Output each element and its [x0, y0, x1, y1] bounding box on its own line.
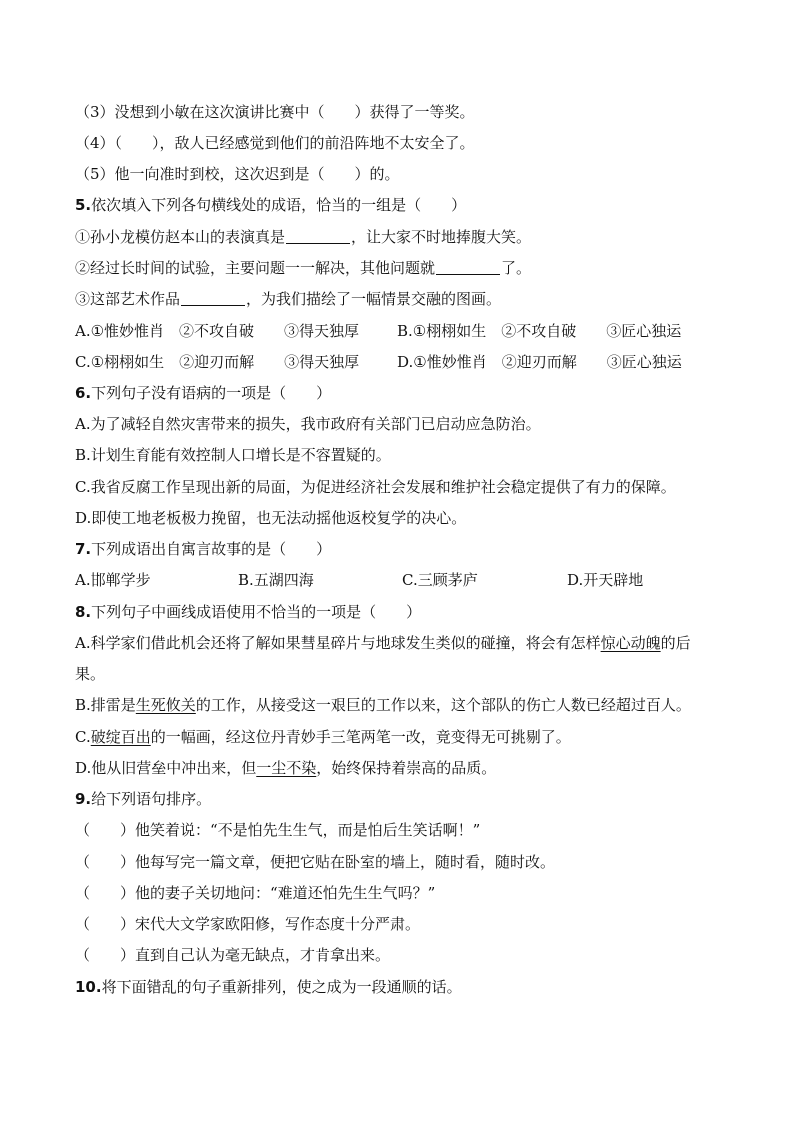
q6-option-b[interactable]: B.计划生育能有效控制人口增长是不容置疑的。 — [75, 446, 391, 464]
q9-stem: 给下列语句排序。 — [91, 790, 212, 808]
q10-stem: 将下面错乱的句子重新排列，使之成为一段通顺的话。 — [101, 978, 462, 996]
q5-s1-blank[interactable] — [286, 228, 350, 244]
q9-item[interactable]: （ ）他每写完一篇文章，便把它贴在卧室的墙上，随时看，随时改。 — [75, 853, 556, 871]
q4-item-3: （3）没想到小敏在这次演讲比赛中（ ）获得了一等奖。 — [75, 103, 475, 121]
q8-option-a-continued: 果。 — [75, 665, 106, 683]
q7-options — [75, 569, 722, 591]
q5-sentence-2 — [75, 257, 722, 279]
q8-d-underlined-idiom: 一尘不染 — [256, 759, 317, 777]
q5-s3-blank[interactable] — [181, 290, 245, 306]
q10-stem-line — [75, 976, 722, 998]
q6-stem: 下列句子没有语病的一项是（ ） — [91, 384, 332, 402]
q8-stem-line — [75, 601, 722, 623]
q7-stem-line — [75, 538, 722, 560]
q5-s2-text-end: 了。 — [501, 259, 532, 277]
q5-number: 5. — [75, 196, 92, 214]
q8-c-text-end: 的一幅画，经这位丹青妙手三笔两笔一改，竟变得无可挑剔了。 — [150, 728, 571, 746]
q8-option-d[interactable] — [75, 757, 722, 779]
q5-options-ab — [75, 320, 722, 342]
q10-number: 10. — [75, 978, 102, 996]
q6-option-a[interactable]: A.为了减轻自然灾害带来的损失，我市政府有关部门已启动应急防治。 — [75, 415, 541, 433]
q8-d-text-end: ，始终保持着崇高的品质。 — [316, 759, 497, 777]
q8-option-b[interactable] — [75, 694, 722, 716]
q7-option-a[interactable]: A.邯郸学步 — [75, 571, 151, 589]
q5-s2-blank[interactable] — [436, 259, 500, 275]
q9-item[interactable]: （ ）宋代大文学家欧阳修，写作态度十分严肃。 — [75, 915, 421, 933]
q5-s1-text-end: ，让大家不时地捧腹大笑。 — [351, 228, 532, 246]
q4-item-4: （4）（ ），敌人已经感觉到他们的前沿阵地不太安全了。 — [75, 134, 475, 152]
q5-sentence-1 — [75, 226, 722, 248]
q8-b-text-end: 的工作，从接受这一艰巨的工作以来，这个部队的伤亡人数已经超过百人。 — [195, 696, 691, 714]
q9-item[interactable]: （ ）他笑着说：“不是怕先生生气，而是怕后生笑话啊！” — [75, 821, 481, 839]
q8-c-underlined-idiom: 破绽百出 — [90, 728, 151, 746]
q5-option-c[interactable]: C.①栩栩如生 ②迎刃而解 ③得天独厚 — [75, 353, 360, 371]
q8-b-text: B.排雷是 — [75, 696, 136, 714]
q9-item[interactable]: （ ）直到自己认为毫无缺点，才肯拿出来。 — [75, 946, 391, 964]
q8-option-c[interactable] — [75, 726, 722, 748]
q5-sentence-3 — [75, 288, 722, 310]
q5-stem-line — [75, 194, 722, 216]
q9-item[interactable]: （ ）他的妻子关切地问：“难道还怕先生生气吗？” — [75, 884, 436, 902]
q6-number: 6. — [75, 384, 92, 402]
q9-number: 9. — [75, 790, 92, 808]
q5-option-b[interactable]: B.①栩栩如生 ②不攻自破 ③匠心独运 — [397, 322, 682, 340]
q8-option-a[interactable] — [75, 632, 722, 654]
q5-option-a[interactable]: A.①惟妙惟肖 ②不攻自破 ③得天独厚 — [75, 322, 360, 340]
q8-a-text: A.科学家们借此机会还将了解如果彗星碎片与地球发生类似的碰撞，将会有怎样 — [75, 634, 601, 652]
q8-a-underlined-idiom: 惊心动魄 — [600, 634, 661, 652]
q8-a-text-end: 的后 — [660, 634, 691, 652]
q7-option-c[interactable]: C.三顾茅庐 — [402, 571, 478, 589]
q7-option-b[interactable]: B.五湖四海 — [238, 571, 314, 589]
q9-stem-line — [75, 788, 722, 810]
q4-item-5: （5）他一向准时到校，这次迟到是（ ）的。 — [75, 165, 400, 183]
q6-stem-line — [75, 382, 722, 404]
q7-option-d[interactable]: D.开天辟地 — [567, 571, 644, 589]
q7-number: 7. — [75, 540, 92, 558]
q7-stem: 下列成语出自寓言故事的是（ ） — [91, 540, 332, 558]
q5-options-cd — [75, 351, 722, 373]
q6-option-c[interactable]: C.我省反腐工作呈现出新的局面，为促进经济社会发展和维护社会稳定提供了有力的保障。 — [75, 478, 676, 496]
q5-s3-text: ③这部艺术作品 — [75, 290, 181, 308]
q8-b-underlined-idiom: 生死攸关 — [135, 696, 196, 714]
q5-s3-text-end: ，为我们描绘了一幅情景交融的图画。 — [246, 290, 502, 308]
q5-stem: 依次填入下列各句横线处的成语，恰当的一组是（ ） — [91, 196, 467, 214]
q6-option-d[interactable]: D.即使工地老板极力挽留，也无法动摇他返校复学的决心。 — [75, 509, 467, 527]
q8-c-text: C. — [75, 728, 91, 746]
q8-d-text: D.他从旧营垒中冲出来，但 — [75, 759, 257, 777]
q5-s1-text: ①孙小龙模仿赵本山的表演真是 — [75, 228, 286, 246]
q5-s2-text: ②经过长时间的试验，主要问题一一解决，其他问题就 — [75, 259, 436, 277]
q5-option-d[interactable]: D.①惟妙惟肖 ②迎刃而解 ③匠心独运 — [397, 353, 682, 371]
q8-number: 8. — [75, 603, 92, 621]
q8-stem: 下列句子中画线成语使用不恰当的一项是（ ） — [91, 603, 422, 621]
